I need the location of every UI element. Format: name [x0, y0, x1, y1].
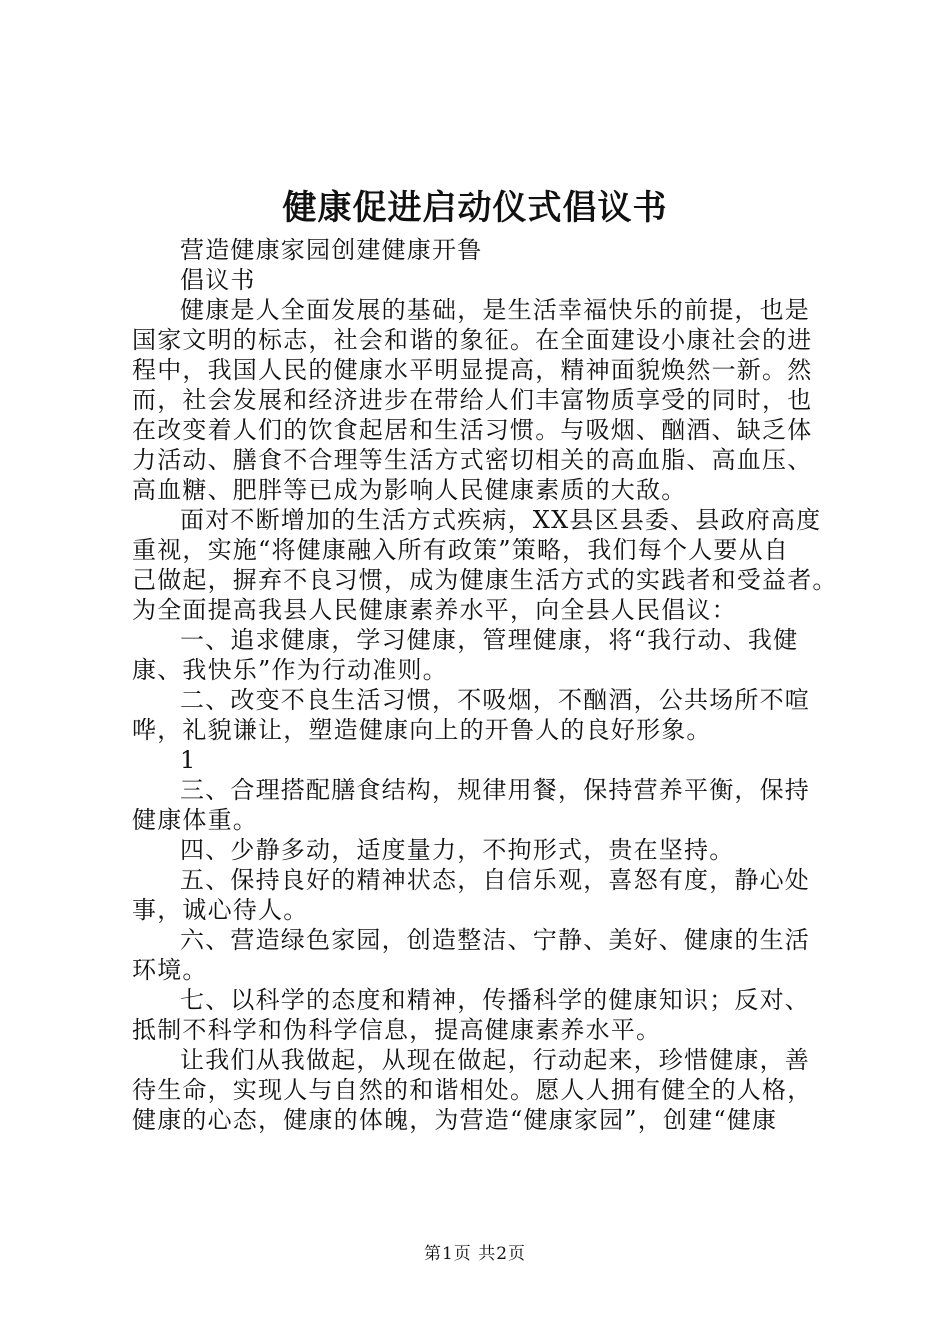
paragraph-line: 待生命，实现人与自然的和谐相处。愿人人拥有健全的人格， [132, 1076, 813, 1104]
paragraph-line: 重视，实施“将健康融入所有政策”策略，我们每个人要从自 [132, 536, 789, 564]
list-item-line: 七、以科学的态度和精神，传播科学的健康知识；反对、 [180, 986, 810, 1014]
heading-line: 倡议书 [180, 266, 256, 294]
list-item-line: 抵制不科学和伪科学信息，提高健康素养水平。 [132, 1016, 662, 1044]
paragraph-line: 在改变着人们的饮食起居和生活习惯。与吸烟、酗酒、缺乏体 [132, 416, 813, 444]
list-item-line: 哗，礼貌谦让，塑造健康向上的开鲁人的良好形象。 [132, 716, 712, 744]
paragraph-line: 为全面提高我县人民健康素养水平，向全县人民倡议： [132, 596, 737, 624]
list-item-line: 事，诚心待人。 [132, 896, 309, 924]
subtitle-line: 营造健康家园创建健康开鲁 [180, 236, 483, 264]
paragraph-line: 程中，我国人民的健康水平明显提高，精神面貌焕然一新。然 [132, 356, 813, 384]
list-item-line: 康、我快乐”作为行动准则。 [132, 656, 448, 684]
paragraph-line: 高血糖、肥胖等已成为影响人民健康素质的大敌。 [132, 476, 687, 504]
paragraph-line: 己做起，摒弃不良习惯，成为健康生活方式的实践者和受益者。 [132, 566, 838, 594]
stray-page-number: 1 [180, 746, 197, 774]
list-item-line: 五、保持良好的精神状态，自信乐观，喜怒有度，静心处 [180, 866, 810, 894]
document-body [132, 235, 838, 1135]
paragraph-line: 面对不断增加的生活方式疾病，XX县区县委、县政府高度 [180, 506, 822, 534]
paragraph-line: 国家文明的标志，社会和谐的象征。在全面建设小康社会的进 [132, 326, 813, 354]
list-item-line: 二、改变不良生活习惯，不吸烟，不酗酒，公共场所不喧 [180, 686, 810, 714]
paragraph-line: 健康的心态，健康的体魄，为营造“健康家园”，创建“健康 [132, 1106, 778, 1134]
document-title: 健康促进启动仪式倡议书 [282, 188, 668, 228]
paragraph-line: 而，社会发展和经济进步在带给人们丰富物质享受的同时，也 [132, 386, 813, 414]
paragraph-line: 健康是人全面发展的基础，是生活幸福快乐的前提，也是 [180, 296, 810, 324]
list-item-line: 健康体重。 [132, 806, 258, 834]
list-item-line: 三、合理搭配膳食结构，规律用餐，保持营养平衡，保持 [180, 776, 810, 804]
paragraph-line: 让我们从我做起，从现在做起，行动起来，珍惜健康，善 [180, 1046, 810, 1074]
list-item-line: 一、追求健康，学习健康，管理健康，将“我行动、我健 [180, 626, 799, 654]
list-item-line: 四、少静多动，适度量力，不拘形式，贵在坚持。 [180, 836, 735, 864]
list-item-line: 六、营造绿色家园，创造整洁、宁静、美好、健康的生活 [180, 926, 810, 954]
list-item-line: 环境。 [132, 956, 208, 984]
page-footer: 第1页 共2页 [423, 1244, 527, 1264]
paragraph-line: 力活动、膳食不合理等生活方式密切相关的高血脂、高血压、 [132, 446, 813, 474]
